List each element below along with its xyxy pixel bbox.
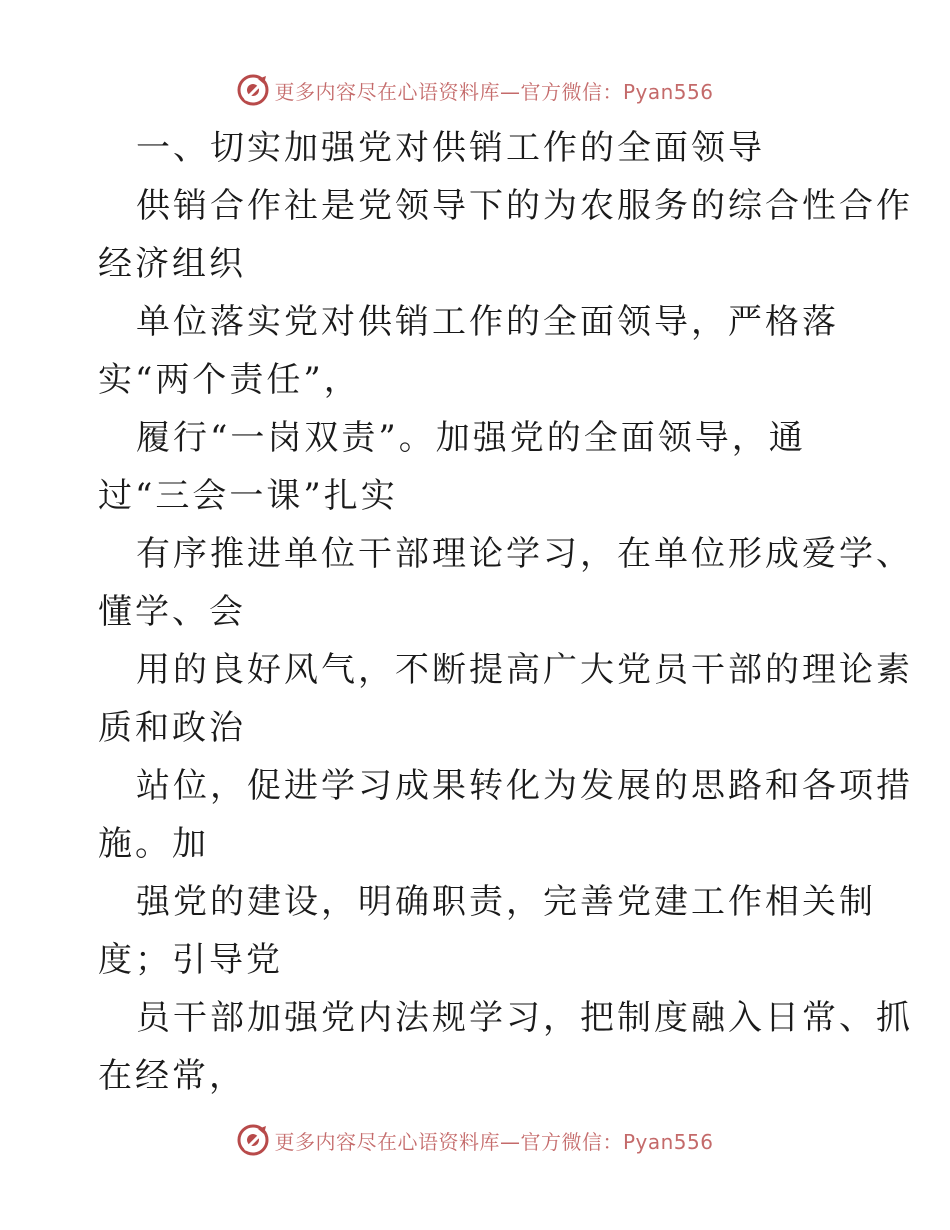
text-line: 经济组织 [98, 244, 246, 284]
text-line: 单位落实党对供销工作的全面领导，严格落 [136, 302, 839, 342]
text-line: 过“三会一课”扎实 [98, 476, 398, 516]
text-line: 有序推进单位干部理论学习，在单位形成爱学、 [136, 534, 913, 574]
text-line: 在经常， [98, 1056, 246, 1096]
footer-banner-text: 更多内容尽在心语资料库—官方微信：Pyan556 [274, 1129, 714, 1154]
text-line: 员干部加强党内法规学习，把制度融入日常、抓 [136, 998, 913, 1038]
text-line: 履行“一岗双责”。加强党的全面领导，通 [136, 418, 806, 458]
text-line: 实“两个责任”， [98, 360, 361, 400]
text-line: 站位，促进学习成果转化为发展的思路和各项措 [136, 766, 913, 806]
pen-logo-icon [236, 73, 270, 107]
text-line: 用的良好风气，不断提高广大党员干部的理论素 [136, 650, 913, 690]
heading-line: 一、切实加强党对供销工作的全面领导 [136, 128, 765, 168]
text-line: 供销合作社是党领导下的为农服务的综合性合作 [136, 186, 913, 226]
text-line: 懂学、会 [98, 592, 246, 632]
footer-banner [0, 1120, 950, 1160]
text-line: 度；引导党 [98, 940, 283, 980]
text-line: 施。加 [98, 824, 209, 864]
header-banner [0, 70, 950, 110]
pen-logo-icon [236, 1123, 270, 1157]
text-line: 强党的建设，明确职责，完善党建工作相关制 [136, 882, 876, 922]
text-line: 质和政治 [98, 708, 246, 748]
header-banner-text: 更多内容尽在心语资料库—官方微信：Pyan556 [274, 79, 714, 104]
